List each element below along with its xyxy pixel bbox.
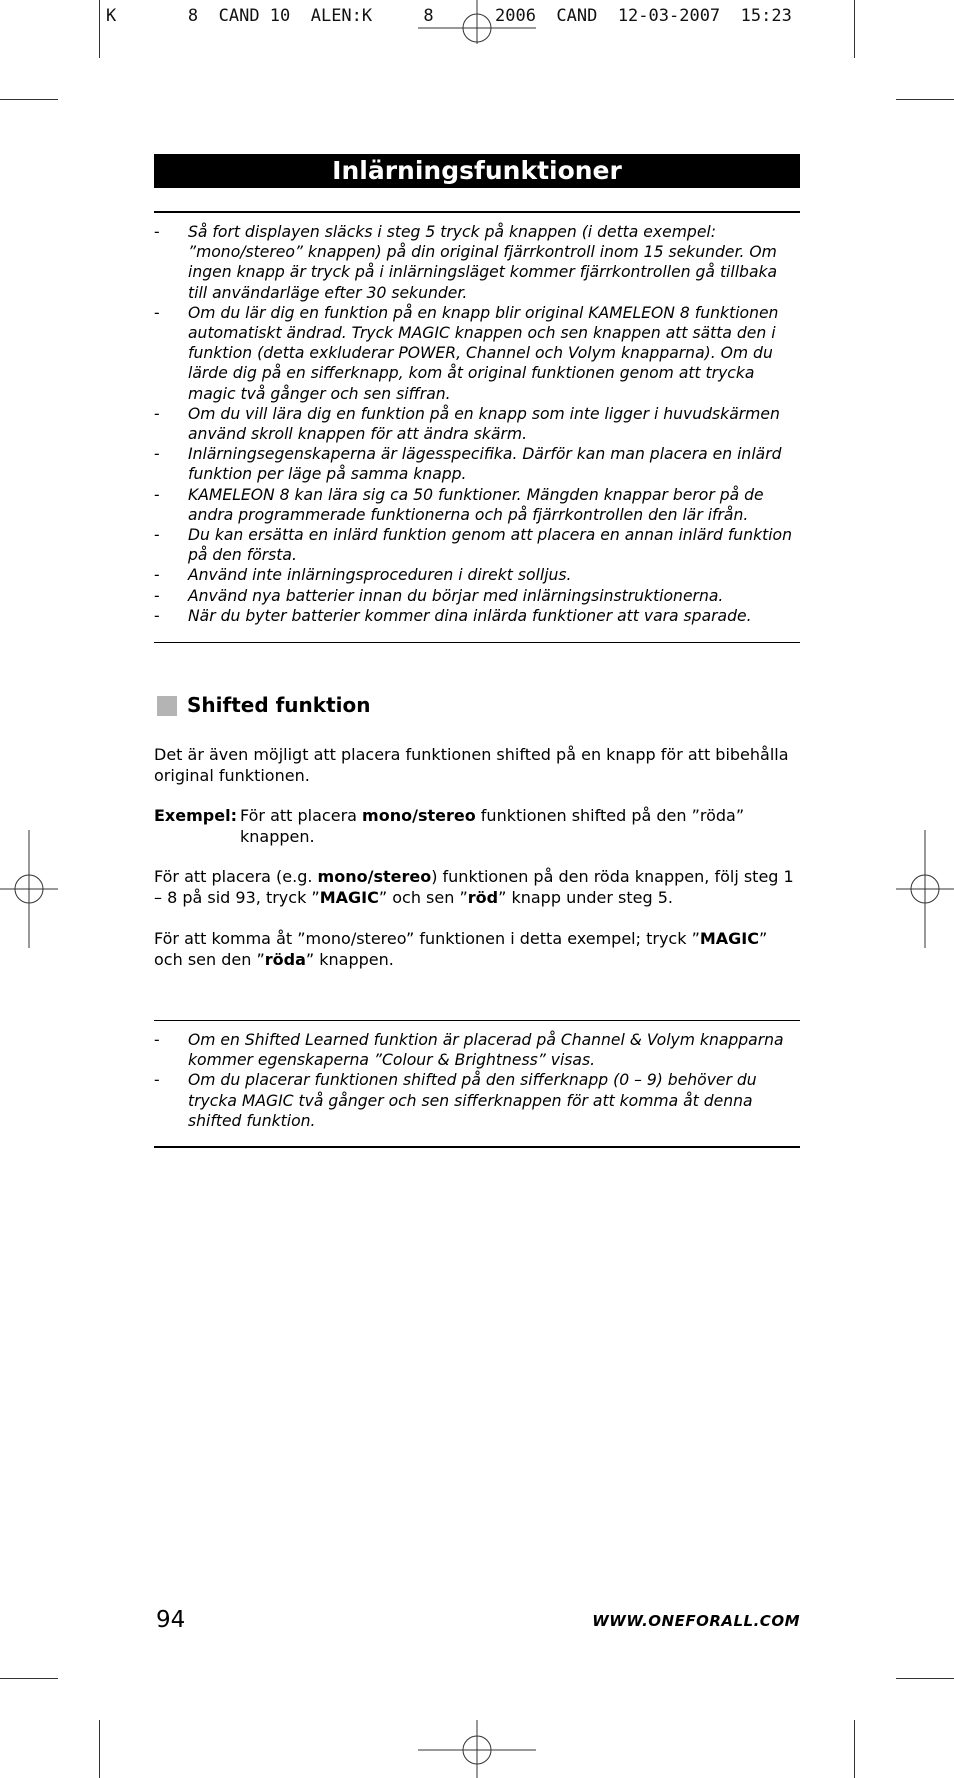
list-item: - Om en Shifted Learned funktion är placerad på Channel & Volym knapparna kommer egenskaperna ”Colour & Brightness” visas. <box>154 1030 800 1070</box>
crop-mark <box>854 1720 855 1778</box>
list-item: - När du byter batterier kommer dina inlärda funktioner att vara sparade. <box>154 606 800 626</box>
section-square-icon <box>157 696 177 716</box>
crop-mark <box>896 1678 954 1679</box>
registration-mark-left <box>0 830 58 948</box>
list-item: - Du kan ersätta en inlärd funktion genom att placera en annan inlärd funktion på den första. <box>154 525 800 565</box>
list-item: - Inlärningsegenskaperna är lägesspecifika. Därför kan man placera en inlärd funktion per läge på samma knapp. <box>154 444 800 484</box>
crop-mark <box>99 1720 100 1778</box>
website-url: WWW.ONEFORALL.COM <box>592 1612 800 1630</box>
page-title: Inlärningsfunktioner <box>154 154 800 188</box>
divider <box>154 1020 800 1021</box>
list-item: - Om du vill lära dig en funktion på en knapp som inte ligger i huvudskärmen använd skroll knappen för att ändra skärm. <box>154 404 800 444</box>
list-item: - Om du lär dig en funktion på en knapp blir original KAMELEON 8 funktionen automatiskt ändrad. Tryck MAGIC knappen och sen knappen att sätta den i funktion (detta exkluderar POWER, Channel och Volym knapparna). Om du lärde dig på en sifferknapp, kom åt original funktionen genom att trycka magic två gånger och sen siffran. <box>154 303 800 404</box>
divider <box>154 211 800 213</box>
slug-right: 2006 CAND 12-03-2007 15:23 <box>495 6 792 26</box>
registration-mark-top <box>418 0 536 44</box>
example-text: För att placera mono/stereo funktionen shifted på den ”röda” knappen. <box>240 806 745 846</box>
list-item: - Använd inte inlärningsproceduren i direkt solljus. <box>154 565 800 585</box>
list-item: - Om du placerar funktionen shifted på den sifferknapp (0 – 9) behöver du trycka MAGIC två gånger och sen sifferknappen för att komma åt denna shifted funktion. <box>154 1070 800 1131</box>
crop-mark <box>99 0 100 58</box>
page-number: 94 <box>156 1607 186 1633</box>
slug-mid: 8 CAND 10 ALEN:K <box>187 6 373 26</box>
crop-mark <box>0 99 58 100</box>
list-item: - KAMELEON 8 kan lära sig ca 50 funktioner. Mängden knappar beror på de andra programmerade funktionerna och på fjärrkontrollen den lär ifrån. <box>154 485 800 525</box>
example-label: Exempel: <box>154 806 237 825</box>
access-paragraph: För att komma åt ”mono/stereo” funktionen i detta exempel; tryck ”MAGIC” och sen den ”röda” knappen. <box>154 929 768 969</box>
step-paragraph: För att placera (e.g. mono/stereo) funktionen på den röda knappen, följ steg 1 – 8 på sid 93, tryck ”MAGIC” och sen ”röd” knapp under steg 5. <box>154 867 794 907</box>
notes-list-bottom <box>154 1030 800 1131</box>
crop-mark <box>896 99 954 100</box>
slug-num: 8 <box>423 6 434 26</box>
list-item: - Använd nya batterier innan du börjar med inlärningsinstruktionerna. <box>154 586 800 606</box>
slug-left: K <box>106 6 117 26</box>
notes-list-top <box>154 222 800 626</box>
list-item: - Så fort displayen släcks i steg 5 tryck på knappen (i detta exempel: ”mono/stereo” knappen) på din original fjärrkontroll inom 15 sekunder. Om ingen knapp är tryck på i inlärningsläget kommer fjärrkontrollen gå tillbaka till användarläge efter 30 sekunder. <box>154 222 800 303</box>
divider <box>154 642 800 643</box>
section-title: Shifted funktion <box>187 693 371 717</box>
intro-paragraph: Det är även möjligt att placera funktionen shifted på en knapp för att bibehålla original funktionen. <box>154 745 789 785</box>
registration-mark-bottom <box>418 1720 536 1778</box>
crop-mark <box>854 0 855 58</box>
registration-mark-right <box>896 830 954 948</box>
divider <box>154 1146 800 1148</box>
crop-mark <box>0 1678 58 1679</box>
